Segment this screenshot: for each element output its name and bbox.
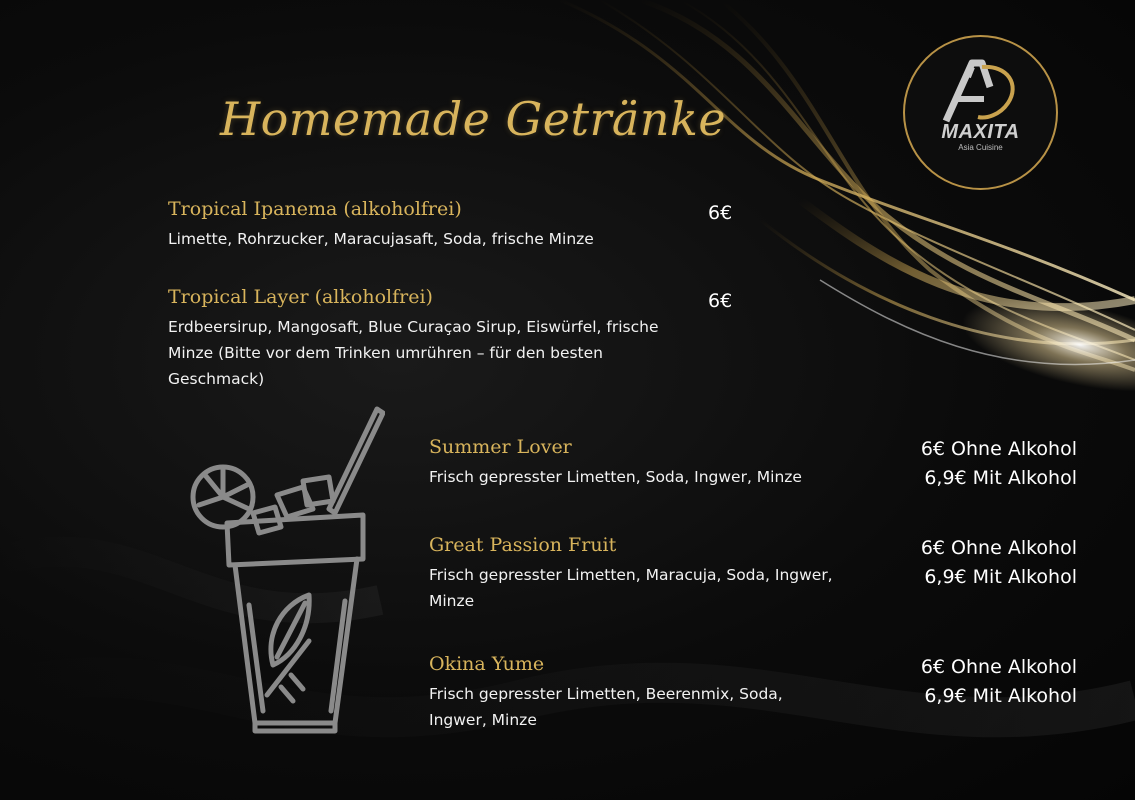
item-name: Okina Yume [429, 653, 545, 675]
price-with-alcohol: 6,9€ Mit Alkohol [924, 685, 1077, 707]
item-price: 6€ [708, 290, 733, 312]
item-name: Tropical Ipanema (alkoholfrei) [168, 198, 462, 220]
menu-item [429, 436, 889, 490]
item-description: Frisch gepresster Limetten, Soda, Ingwer, Minze [429, 468, 802, 486]
item-prices [921, 435, 1077, 493]
item-description: Limette, Rohrzucker, Maracujasaft, Soda, frische Minze [168, 230, 594, 248]
item-prices [921, 534, 1077, 592]
menu-item [168, 286, 698, 392]
item-name: Summer Lover [429, 436, 572, 458]
menu-item [429, 534, 849, 614]
maxita-logo [903, 35, 1058, 190]
item-prices [921, 653, 1077, 711]
item-name: Great Passion Fruit [429, 534, 617, 556]
price-without-alcohol: 6€ Ohne Alkohol [920, 438, 1077, 460]
page-title: Homemade Getränke [220, 92, 727, 146]
item-description: Frisch gepresster Limetten, Beerenmix, Soda, Ingwer, Minze [429, 685, 783, 729]
item-name: Tropical Layer (alkoholfrei) [168, 286, 433, 308]
price-with-alcohol: 6,9€ Mit Alkohol [924, 467, 1077, 489]
logo-subtitle: Asia Cuisine [958, 143, 1003, 152]
price-without-alcohol: 6€ Ohne Alkohol [920, 656, 1077, 678]
menu-item [168, 198, 708, 252]
maxita-logo-icon [938, 57, 1028, 127]
item-price: 6€ [708, 202, 733, 224]
price-with-alcohol: 6,9€ Mit Alkohol [924, 566, 1077, 588]
item-description: Frisch gepresster Limetten, Maracuja, Soda, Ingwer, Minze [429, 566, 833, 610]
menu-item [429, 653, 819, 733]
cocktail-glass-icon [185, 405, 385, 735]
item-description: Erdbeersirup, Mangosaft, Blue Curaçao Sirup, Eiswürfel, frische Minze (Bitte vor dem Trinken umrühren – für den besten Geschmack) [168, 318, 659, 388]
logo-name: MAXITA [941, 121, 1020, 143]
price-without-alcohol: 6€ Ohne Alkohol [920, 537, 1077, 559]
